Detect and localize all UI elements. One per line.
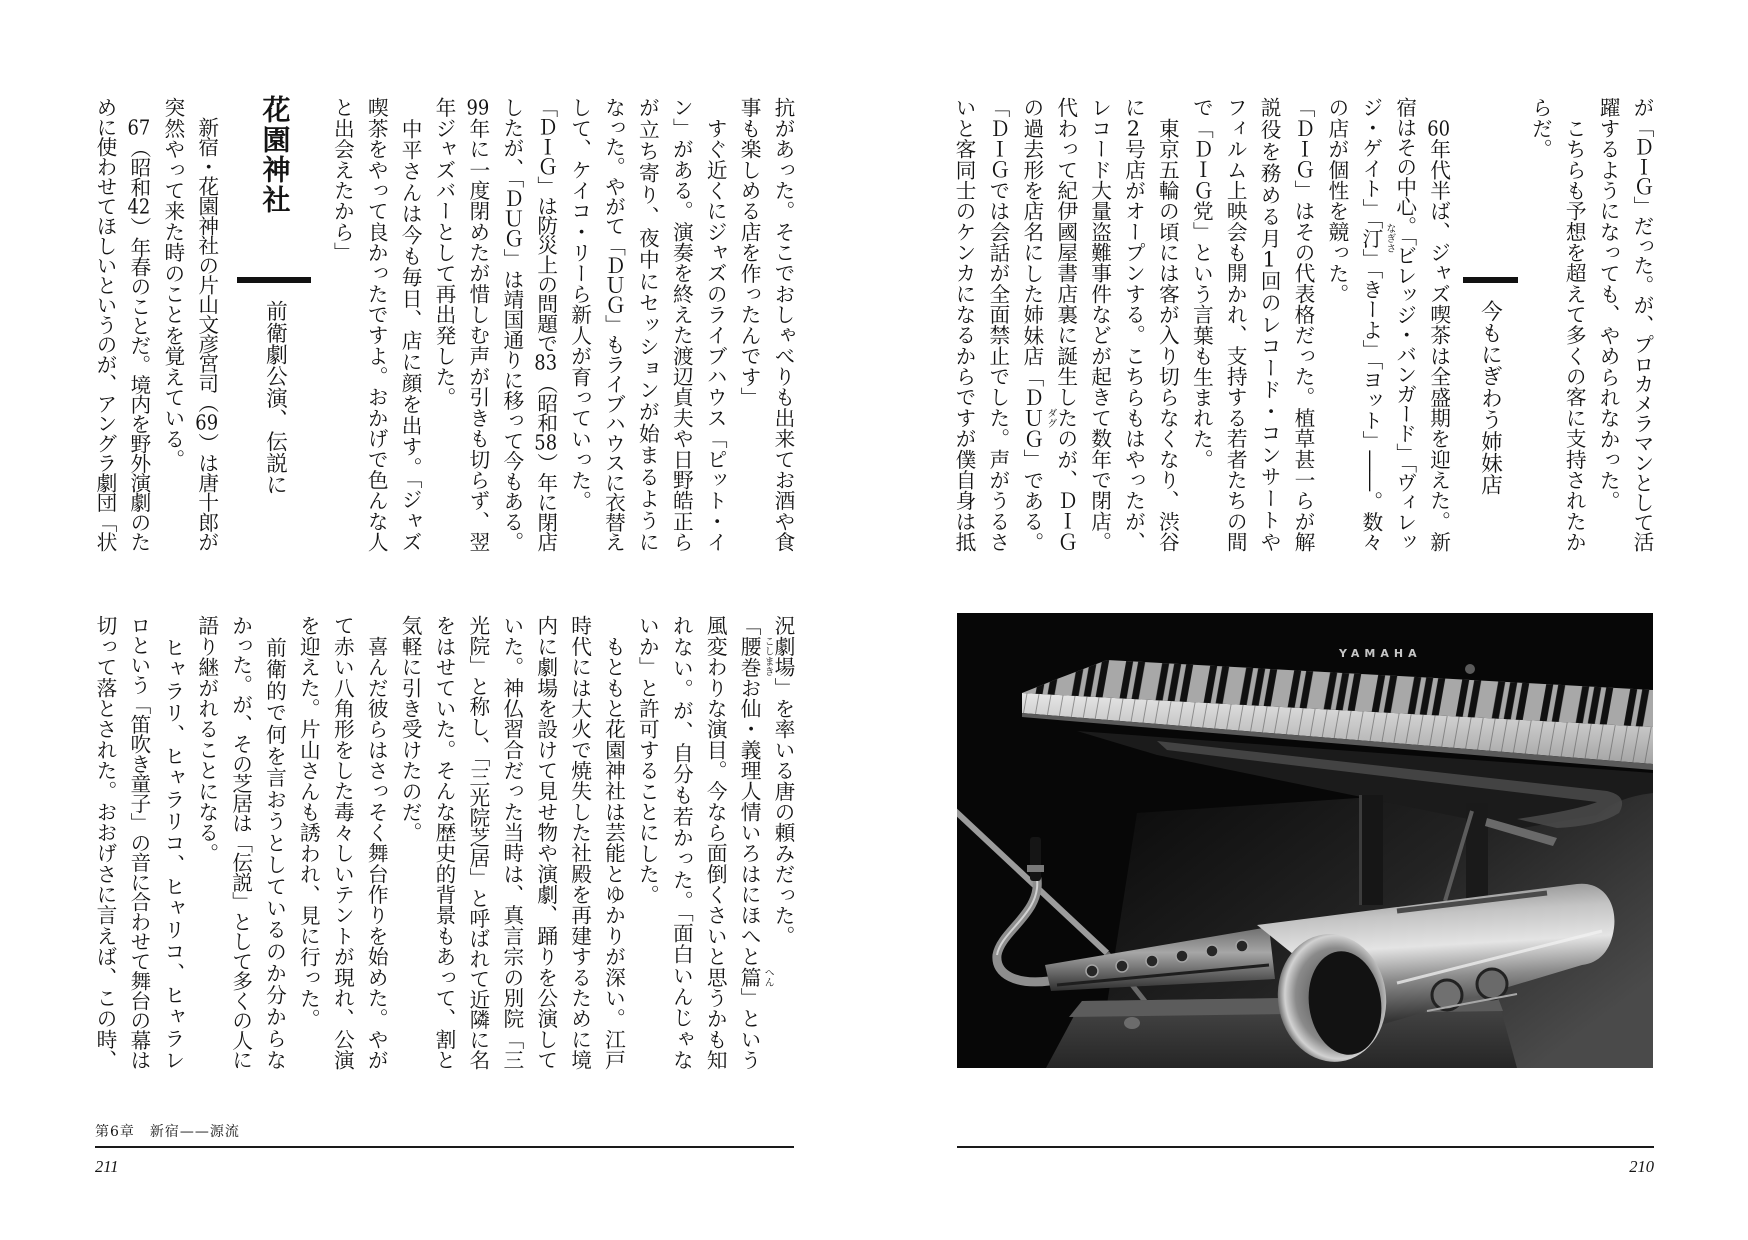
text-column: ジ・ゲイト」「汀 なぎさ 」「きーよ」「ヨット」――。数々	[1358, 97, 1395, 552]
text-column: 「ＤＩＧ」は防災上の問題で83（昭和58）年に閉店	[533, 97, 558, 551]
section-heading-title: 花園神社	[258, 95, 292, 215]
text-column: 事も楽しめる店を作ったんです」	[737, 97, 762, 408]
text-column: もともと花園神社は芸能とゆかりが深い。江戸	[601, 615, 626, 1070]
upright-number: 99	[466, 97, 490, 118]
text-column: 「ＤＩＧ」はその代表格だった。植草甚一らが解	[1291, 97, 1315, 552]
text-column: 宿はその中心。「ビレッジ・バンガード」「ヴィレッ	[1392, 97, 1417, 552]
upright-number: 42	[127, 196, 151, 217]
text-column: いか」と許可することにした。	[635, 615, 660, 905]
text-column: 風変わりな演目。今なら面倒くさいと思うかも知	[703, 615, 728, 1070]
section-heading-subtitle: 前衛劇公演、伝説に	[262, 300, 288, 496]
heading-rule	[1463, 277, 1518, 283]
text-column: が立ち寄り、夜中にセッションが始まるように	[635, 97, 660, 554]
upright-number: 67	[127, 116, 151, 138]
text-column: こちらも予想を超えて多くの客に支持されたか	[1562, 97, 1587, 552]
text-column: いと客同士のケンカになるからですが僕自身は抵	[952, 97, 976, 552]
text-column: ロという「笛吹き童子」の音に合わせて舞台の幕は	[126, 615, 151, 1070]
text-column: して、ケイコ・リーら新人が育っていった。	[567, 97, 592, 511]
text-column: レコード大量盗難事件などが起きて数年で閉店。	[1087, 97, 1112, 552]
ruby-reading: ダグ	[1044, 407, 1056, 428]
text-column: 抗があった。そこでおしゃべりも出来てお酒や食	[771, 97, 795, 552]
text-column: 切って落とされた。おおげさに言えば、この時、	[93, 615, 117, 1070]
ruby-reading: なぎさ	[1383, 223, 1395, 254]
text-column: 況劇場」を率いる唐の頼みだった。	[771, 615, 795, 947]
text-column: 60年代半ば、ジャズ喫茶は全盛期を迎えた。新	[1426, 117, 1451, 552]
text-column: 気軽に引き受けたのだ。	[398, 615, 423, 843]
upright-number: 2	[1126, 117, 1141, 139]
upright-number: 1	[1262, 249, 1276, 271]
text-column: 「腰巻 こしまき お仙・義理人情いろはにほへと篇 へん 」という	[737, 615, 774, 1070]
text-block-right-top	[941, 97, 1653, 559]
text-column: の店が個性を競った。	[1324, 97, 1349, 304]
text-column: 時代には大火で焼失した社殿を再建するために境	[567, 615, 592, 1070]
text-column: に2号店がオープンする。こちらもはやったが、	[1121, 97, 1146, 552]
text-column: の過去形を店名にした姉妹店「ＤＵＧ ダグ 」である。	[1019, 97, 1056, 553]
page-number: 210	[1629, 1157, 1654, 1176]
text-block-left-bottom	[82, 615, 794, 1077]
ruby-reading: へん	[762, 966, 774, 987]
text-column: いた。神仏習合だった当時は、真言宗の別院「三	[499, 615, 524, 1070]
photo-piano-and-saxophone	[957, 613, 1653, 1068]
text-column: 「ＤＩＧでは会話が全面禁止でした。声がうるさ	[985, 97, 1010, 552]
ruby-reading: こしまき	[762, 636, 774, 677]
text-column: 説役を務める月1回のレコード・コンサートや	[1257, 97, 1282, 554]
page-number: 211	[95, 1157, 119, 1176]
text-column: れない。が、自分も若かった。「面白いんじゃな	[669, 615, 694, 1071]
running-head: 第6章 新宿——源流	[95, 1124, 240, 1140]
text-column: て赤い八角形をした毒々しいテントが現れ、公演	[330, 615, 355, 1070]
page-210	[874, 0, 1748, 1240]
upright-number: 83	[534, 352, 558, 374]
text-column: をはせていた。そんな歴史的背景もあって、割と	[432, 615, 456, 1070]
text-column: 67（昭和42）年春のことだ。境内を野外演劇のた	[126, 116, 151, 551]
text-column: すぐ近くにジャズのライブハウス「ピット・イ	[703, 97, 728, 552]
text-column: ヒャラリ、ヒャラリコ、ヒャリコ、ヒャラレ	[160, 615, 185, 1072]
text-column: 中平さんは今も毎日、店に顔を出す。「ジャズ	[398, 97, 423, 553]
text-column: と出会えたから」	[330, 97, 355, 263]
footer-rule	[95, 1146, 794, 1148]
text-column: 突然やって来た時のことを覚えている。	[160, 97, 185, 470]
text-column: が「ＤＩＧ」だった。が、プロカメラマンとして活	[1630, 97, 1654, 552]
text-column: 喫茶をやって良かったですよ。おかげで色んな人	[364, 97, 389, 552]
text-column: 躍するようになっても、やめられなかった。	[1596, 97, 1621, 511]
text-column: で「ＤＩＧ党」という言葉も生まれた。	[1189, 97, 1214, 470]
ruby-base: 汀 なぎさ	[1358, 223, 1395, 254]
text-column: 新宿・花園神社の片山文彦宮司（69）は唐十郎が	[194, 97, 219, 551]
text-column: らだ。	[1528, 97, 1553, 160]
heading-rule	[237, 277, 311, 283]
upright-number: 69	[195, 412, 219, 433]
text-column: めに使わせてほしいというのが、アングラ劇団「状	[93, 97, 117, 552]
upright-number: 58	[534, 432, 558, 453]
text-column: 代わって紀伊國屋書店裏に誕生したのが、ＤＩＧ	[1053, 97, 1078, 552]
text-column: 年ジャズバーとして再出発した。	[432, 97, 456, 408]
ruby-base: ＤＵＧ ダグ	[1019, 386, 1056, 449]
text-column: 光院」と称し、「三光院芝居」と呼ばれて近隣に名	[465, 615, 490, 1070]
text-column: 99年に一度閉めたが惜しむ声が引きも切らず、翌	[465, 97, 490, 552]
text-column: ン」がある。演奏を終えた渡辺貞夫や日野皓正ら	[669, 97, 694, 552]
text-column: かった。が、その芝居は「伝説」として多くの人に	[228, 615, 253, 1070]
text-column: 喜んだ彼らはさっそく舞台作りを始めた。やが	[364, 615, 389, 1070]
photo-illustration	[957, 613, 1653, 1068]
footer-rule	[957, 1146, 1654, 1148]
upright-number: 60	[1427, 117, 1450, 139]
text-column: フィルム上映会も開かれ、支持する若者たちの間	[1223, 97, 1248, 552]
ruby-base: 篇 へん	[737, 966, 774, 988]
piano-brand-text: YAMAHA	[1339, 647, 1422, 660]
text-column: 語り継がれることになる。	[194, 615, 219, 864]
ruby-base: 腰巻 こしまき	[737, 635, 774, 678]
text-column: を迎えた。片山さんも誘われ、見に行った。	[296, 615, 321, 1029]
text-column: なった。やがて「ＤＵＧ」もライブハウスに衣替え	[601, 97, 626, 552]
text-column: 前衛的で何を言おうとしているのか分からな	[262, 615, 287, 1072]
text-column: したが、「ＤＵＧ」は靖国通りに移って今もある。	[499, 97, 524, 552]
section-heading-subtitle: 今もにぎわう姉妹店	[1477, 300, 1503, 496]
text-column: 東京五輪の頃には客が入り切らなくなり、渋谷	[1155, 97, 1180, 552]
text-block-left-top	[82, 97, 794, 559]
text-column: 内に劇場を設けて見せ物や演劇、踊りを公演して	[533, 615, 558, 1070]
